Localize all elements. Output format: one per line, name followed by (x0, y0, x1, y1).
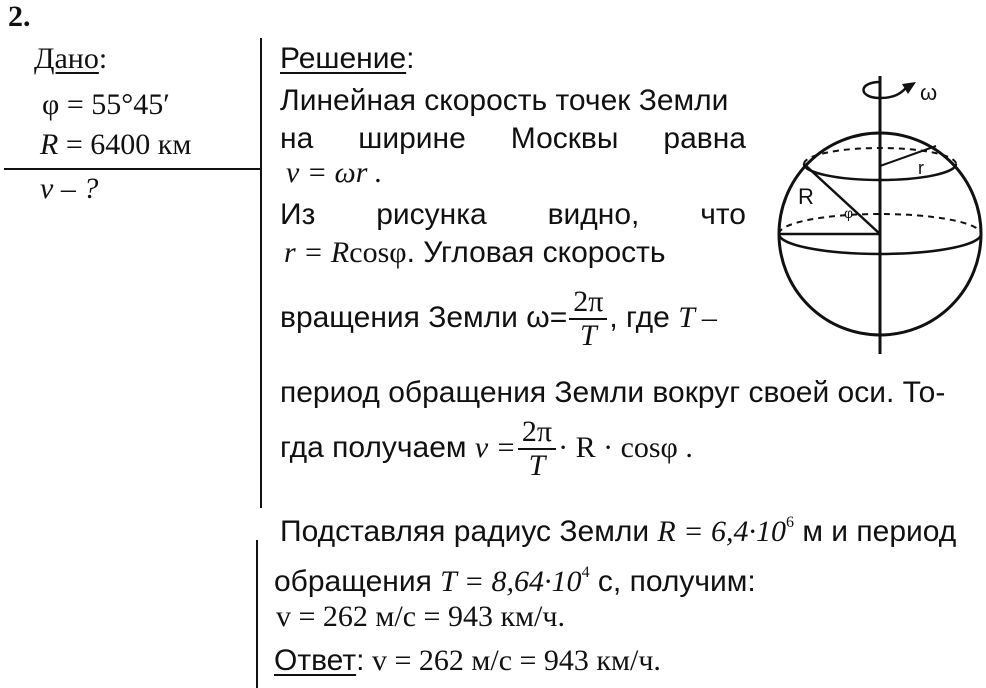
formula-cos: cosφ (349, 236, 407, 269)
solution-line-6-mid: , где (609, 300, 670, 334)
given-radius-var: R (40, 128, 59, 161)
formula-v-eq: v = (474, 430, 516, 464)
solution-line-6-T: T – (678, 300, 717, 334)
given-heading (34, 42, 107, 76)
v-fraction (518, 416, 556, 482)
solution-line-5-rest: . Угловая скорость (406, 236, 666, 269)
solution-line-10-rest: с, получим: (589, 565, 756, 598)
omega-label: ω (920, 80, 938, 105)
big-R-label: R (798, 184, 814, 209)
v-fraction-numerator: 2π (518, 416, 556, 450)
solution-line-1: Линейная скорость точек Земли (280, 84, 729, 117)
solution-heading (280, 42, 414, 76)
rotation-arrowhead (902, 82, 916, 94)
solution-line-9-rest: м и период (794, 515, 957, 548)
solution-line-11: v = 262 м/с = 943 км/ч. (276, 600, 565, 633)
solution-line-8-rest: · R · cosφ . (558, 430, 693, 464)
solution-line-10 (274, 556, 756, 599)
given-radius-value: = 6400 км (58, 128, 192, 161)
rotation-arrow (864, 82, 907, 98)
solution-line-5 (284, 236, 666, 270)
solution-line-9-start: Подставляя радиус Земли (280, 515, 658, 548)
formula-r-eq: r = R (284, 236, 350, 269)
solution-line-8 (280, 416, 693, 482)
v-fraction-denominator: T (528, 449, 546, 482)
given-phi: φ = 55°45′ (42, 88, 170, 121)
vertical-divider-upper (260, 38, 262, 508)
answer-colon: : (356, 644, 365, 677)
earth-rotation-diagram (760, 68, 986, 360)
solution-line-4: Из рисунка видно, что (280, 198, 746, 231)
omega-fraction-denominator: T (579, 319, 597, 352)
given-heading-text: Дано (34, 42, 99, 75)
solution-heading-text: Решение (280, 42, 407, 75)
solution-line-8-start: гда получаем (280, 430, 475, 464)
period-exponent: 4 (581, 564, 590, 581)
given-heading-colon: : (98, 42, 108, 75)
formula-period: T = 8,64·10 (440, 565, 582, 598)
answer-label: Ответ (274, 644, 357, 677)
omega-fraction (569, 286, 607, 352)
formula-radius: R = 6,4·10 (657, 515, 786, 548)
problem-number: 2. (8, 0, 31, 33)
earth-radius-line (804, 164, 880, 234)
given-find: v – ? (40, 172, 99, 205)
solution-line-9 (280, 506, 956, 549)
solution-line-6 (280, 286, 717, 352)
solution-heading-colon: : (406, 42, 415, 75)
solution-line-10-start: обращения (274, 565, 441, 598)
phi-angle-label: φ (844, 205, 854, 221)
solution-line-7: период обращения Земли вокруг своей оси. То- (280, 376, 946, 409)
solution-line-6-start: вращения Земли ω= (280, 300, 568, 334)
solution-line-2: на ширине Москвы равна (280, 122, 746, 155)
given-separator-line (4, 168, 262, 170)
answer-line (274, 644, 661, 678)
answer-text: v = 262 м/с = 943 км/ч. (364, 644, 661, 677)
vertical-divider-lower (256, 540, 258, 688)
radius-exponent: 6 (786, 514, 794, 531)
solution-line-3: v = ωr . (286, 156, 383, 189)
omega-fraction-numerator: 2π (569, 286, 607, 320)
small-r-label: r (918, 158, 924, 178)
given-radius (40, 128, 191, 162)
